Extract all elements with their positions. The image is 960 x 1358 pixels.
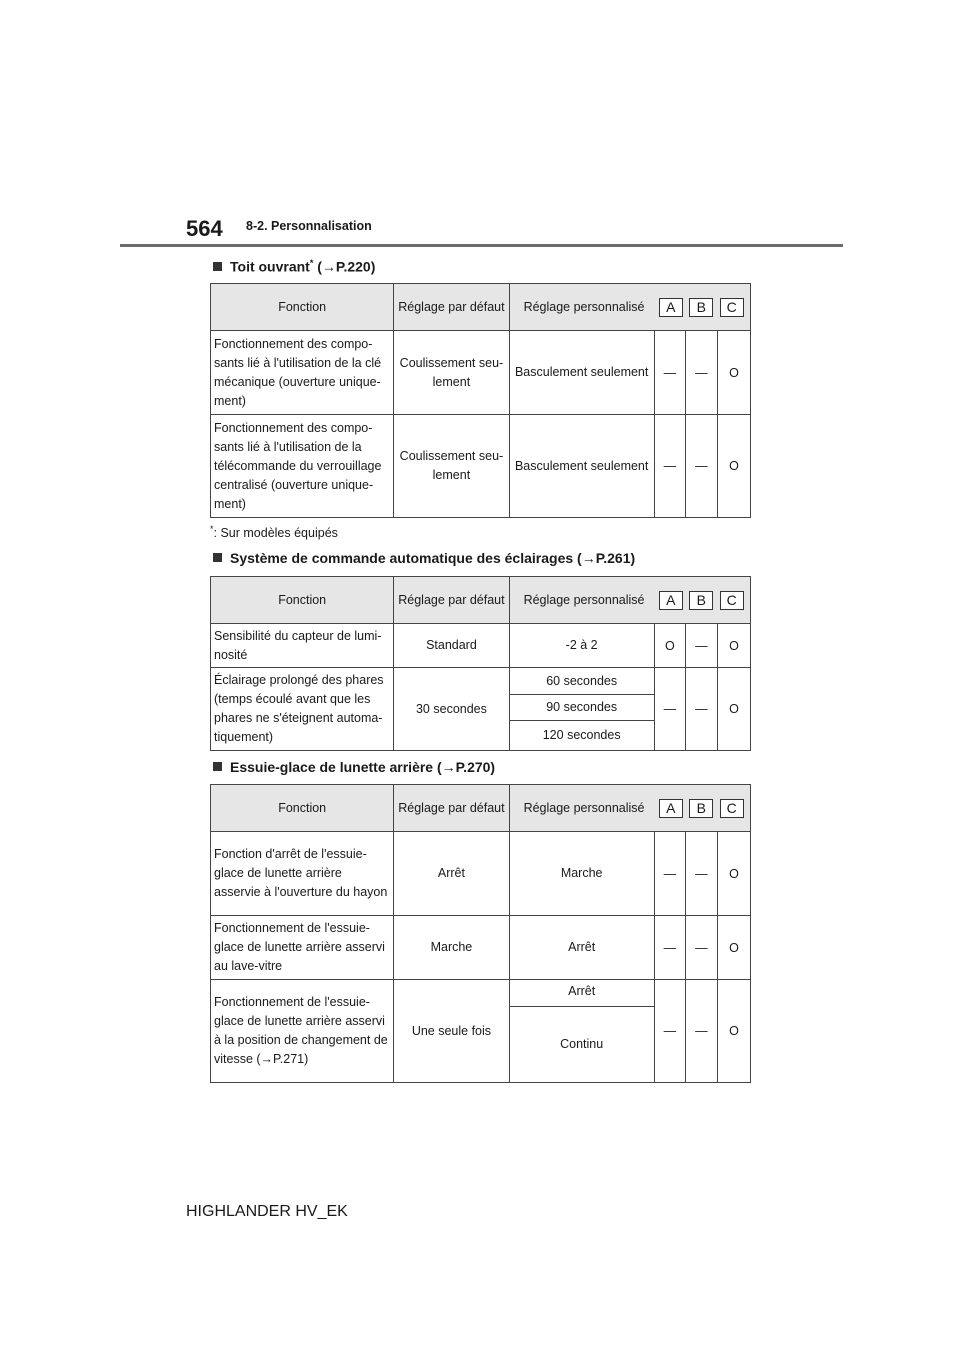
setting-c-icon: C bbox=[720, 298, 744, 317]
header-rule bbox=[120, 244, 843, 247]
custom-cell: Arrêt bbox=[509, 916, 654, 980]
section-label: 8-2. Personnalisation bbox=[246, 219, 372, 233]
table-row bbox=[211, 331, 751, 415]
section-heading-sunroof bbox=[213, 258, 375, 275]
custom-cell: Marche bbox=[509, 832, 654, 916]
setting-a-icon: A bbox=[659, 799, 683, 818]
custom-header-label: Réglage personnalisé bbox=[523, 593, 645, 607]
default-cell: Arrêt bbox=[394, 832, 509, 916]
column-header-custom bbox=[509, 284, 750, 331]
setting-c-icon: C bbox=[720, 799, 744, 818]
section-title: Essuie-glace de lunette arrière bbox=[230, 759, 434, 775]
square-bullet-icon bbox=[213, 553, 222, 562]
page-header bbox=[186, 212, 846, 244]
section-title: Système de commande automatique des éclairages bbox=[230, 550, 574, 566]
a-cell: — bbox=[654, 980, 685, 1083]
custom-header-label: Réglage personnalisé bbox=[523, 801, 645, 815]
setting-c-icon: C bbox=[720, 591, 744, 610]
b-cell: — bbox=[685, 980, 717, 1083]
column-header-default: Réglage par défaut bbox=[394, 577, 509, 624]
b-cell: — bbox=[685, 331, 717, 415]
default-cell: Coulissement seu-lement bbox=[394, 331, 509, 415]
setting-b-icon: B bbox=[689, 591, 713, 610]
a-cell: — bbox=[654, 415, 685, 518]
a-cell: — bbox=[654, 916, 685, 980]
column-header-default: Réglage par défaut bbox=[394, 284, 509, 331]
b-cell: — bbox=[685, 624, 717, 668]
column-header-function: Fonction bbox=[211, 284, 394, 331]
section-heading-rear-wiper bbox=[213, 759, 495, 775]
function-cell: Fonctionnement des compo-sants lié à l'utilisation de la clé mécanique (ouverture unique-ment) bbox=[211, 331, 394, 415]
settings-table-lights bbox=[210, 576, 751, 751]
setting-b-icon: B bbox=[689, 799, 713, 818]
page-reference: (→P.270) bbox=[436, 759, 496, 775]
column-header-custom bbox=[509, 785, 750, 832]
c-cell: O bbox=[717, 668, 750, 751]
table-row bbox=[211, 624, 751, 668]
custom-option-cell: 90 secondes bbox=[509, 695, 654, 721]
function-cell: Éclairage prolongé des phares (temps écoulé avant que les phares ne s'éteignent automa-tiquement) bbox=[211, 668, 394, 751]
custom-option-cell: 120 secondes bbox=[509, 721, 654, 751]
a-cell: — bbox=[654, 331, 685, 415]
page-number: 564 bbox=[186, 216, 223, 241]
setting-b-icon: B bbox=[689, 298, 713, 317]
custom-option-cell: Arrêt bbox=[509, 980, 654, 1007]
footnote-text: : Sur modèles équipés bbox=[213, 526, 338, 541]
c-cell: O bbox=[717, 331, 750, 415]
c-cell: O bbox=[717, 832, 750, 916]
table-header-row bbox=[211, 785, 751, 832]
custom-cell: -2 à 2 bbox=[509, 624, 654, 668]
c-cell: O bbox=[717, 415, 750, 518]
square-bullet-icon bbox=[213, 762, 222, 771]
custom-cell: Basculement seulement bbox=[509, 331, 654, 415]
setting-a-icon: A bbox=[659, 591, 683, 610]
table-header-row bbox=[211, 284, 751, 331]
table-row bbox=[211, 668, 751, 695]
custom-header-label: Réglage personnalisé bbox=[523, 300, 645, 314]
function-cell: Fonctionnement de l'essuie-glace de lunette arrière asservi à la position de changement de vitesse (→P.271) bbox=[211, 980, 394, 1083]
function-cell: Sensibilité du capteur de lumi-nosité bbox=[211, 624, 394, 668]
footnote bbox=[210, 524, 338, 540]
c-cell: O bbox=[717, 624, 750, 668]
c-cell: O bbox=[717, 980, 750, 1083]
table-row bbox=[211, 415, 751, 518]
table-row bbox=[211, 832, 751, 916]
column-header-function: Fonction bbox=[211, 577, 394, 624]
table-row bbox=[211, 980, 751, 1007]
square-bullet-icon bbox=[213, 262, 222, 271]
function-cell: Fonctionnement des compo-sants lié à l'utilisation de la télécommande du verrouillage centralisé (ouverture unique-ment) bbox=[211, 415, 394, 518]
custom-option-cell: Continu bbox=[509, 1007, 654, 1083]
a-cell: O bbox=[654, 624, 685, 668]
b-cell: — bbox=[685, 916, 717, 980]
c-cell: O bbox=[717, 916, 750, 980]
column-header-custom bbox=[509, 577, 750, 624]
column-header-function: Fonction bbox=[211, 785, 394, 832]
default-cell: Marche bbox=[394, 916, 509, 980]
column-header-default: Réglage par défaut bbox=[394, 785, 509, 832]
b-cell: — bbox=[685, 415, 717, 518]
model-name: HIGHLANDER HV_EK bbox=[186, 1203, 348, 1220]
footnote-mark: * bbox=[309, 258, 314, 268]
a-cell: — bbox=[654, 832, 685, 916]
b-cell: — bbox=[685, 668, 717, 751]
page-reference: (→P.261) bbox=[577, 550, 636, 566]
table-header-row bbox=[211, 577, 751, 624]
settings-table-rear-wiper bbox=[210, 784, 751, 1083]
default-cell: Coulissement seu-lement bbox=[394, 415, 509, 518]
custom-option-cell: 60 secondes bbox=[509, 668, 654, 695]
custom-cell: Basculement seulement bbox=[509, 415, 654, 518]
table-row bbox=[211, 916, 751, 980]
setting-a-icon: A bbox=[659, 298, 683, 317]
default-cell: Une seule fois bbox=[394, 980, 509, 1083]
function-cell: Fonctionnement de l'essuie-glace de lunette arrière asservi au lave-vitre bbox=[211, 916, 394, 980]
function-cell: Fonction d'arrêt de l'essuie-glace de lunette arrière asservie à l'ouverture du hayon bbox=[211, 832, 394, 916]
page-reference: (→P.220) bbox=[317, 258, 376, 275]
section-heading-lights bbox=[213, 550, 635, 566]
b-cell: — bbox=[685, 832, 717, 916]
a-cell: — bbox=[654, 668, 685, 751]
default-cell: 30 secondes bbox=[394, 668, 509, 751]
settings-table-sunroof bbox=[210, 283, 751, 518]
default-cell: Standard bbox=[394, 624, 509, 668]
footnote-mark: * bbox=[210, 524, 214, 534]
section-title: Toit ouvrant bbox=[230, 258, 310, 275]
